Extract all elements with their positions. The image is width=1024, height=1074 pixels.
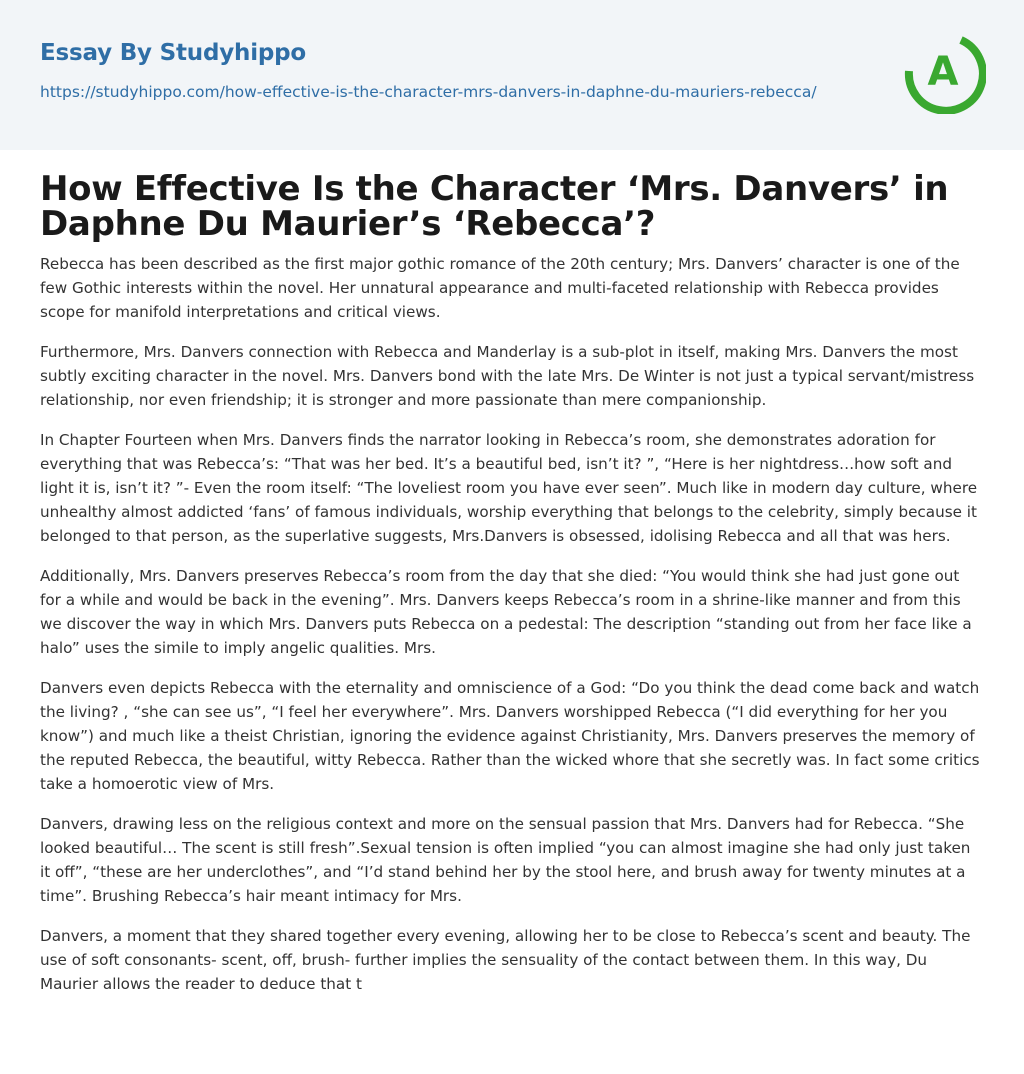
article-paragraph: In Chapter Fourteen when Mrs. Danvers finds the narrator looking in Rebecca’s room, she demonstrates adoration for everything that was Rebecca’s: “That was her bed. It’s a beautiful bed, isn’t it? ”, “Here is her nightdress…how soft and light it is, isn’t it? ”- Even the room itself: “The loveliest room you have ever seen”. Much like in modern day culture, where unhealthy almost addicted ‘fans’ of famous individuals, worship everything that belongs to the celebrity, simply because it belonged to that person, as the superlative suggests, Mrs.Danvers is obsessed, idolising Rebecca and all that was hers. — [40, 431, 978, 545]
article — [0, 150, 1024, 996]
article-paragraph: Additionally, Mrs. Danvers preserves Rebecca’s room from the day that she died: “You would think she had just gone out for a while and would be back in the evening”. Mrs. Danvers keeps Rebecca’s room in a shrine-like manner and from this we discover the way in which Mrs. Danvers puts Rebecca on a pedestal: The description “standing out from her face like a halo” uses the simile to imply angelic qualities. Mrs. — [40, 567, 972, 657]
article-paragraph: Danvers, a moment that they shared together every evening, allowing her to be close to Rebecca’s scent and beauty. The use of soft consonants- scent, off, brush- further implies the sensuality of the contact between them. In this way, Du Maurier allows the reader to deduce that t — [40, 927, 971, 993]
article-paragraph: Furthermore, Mrs. Danvers connection with Rebecca and Manderlay is a sub-plot in itself, making Mrs. Danvers the most subtly exciting character in the novel. Mrs. Danvers bond with the late Mrs. De Winter is not just a typical servant/mistress relationship, nor even friendship; it is stronger and more passionate than mere companionship. — [40, 343, 975, 409]
logo-letter: A — [927, 49, 959, 95]
brand-title[interactable]: Essay By Studyhippo — [40, 40, 307, 66]
article-paragraph: Danvers, drawing less on the religious context and more on the sensual passion that Mrs. Danvers had for Rebecca. “She looked beautiful… The scent is still fresh”.Sexual tension is often implied “you can almost imagine she had only just taken it off”, “these are her underclothes”, and “I’d stand behind her by the stool here, and brush away for twenty minutes at a time”. Brushing Rebecca’s hair meant intimacy for Mrs. — [40, 815, 971, 905]
studyhippo-logo-icon[interactable] — [900, 28, 986, 114]
source-url-link[interactable]: https://studyhippo.com/how-effective-is-the-character-mrs-danvers-in-daphne-du-mauriers-rebecca/ — [40, 83, 817, 101]
article-paragraph: Rebecca has been described as the first major gothic romance of the 20th century; Mrs. Danvers’ character is one of the few Gothic interests within the novel. Her unnatural appearance and multi-faceted relationship with Rebecca provides scope for manifold interpretations and critical views. — [40, 255, 960, 321]
article-paragraph: Danvers even depicts Rebecca with the eternality and omniscience of a God: “Do you think the dead come back and watch the living? , “she can see us”, “I feel her everywhere”. Mrs. Danvers worshipped Rebecca (“I did everything for her you know”) and much like a theist Christian, ignoring the evidence against Christianity, Mrs. Danvers preserves the memory of the reputed Rebecca, the beautiful, witty Rebecca. Rather than the wicked whore that she secretly was. In fact some critics take a homoerotic view of Mrs. — [40, 679, 980, 793]
article-title: How Effective Is the Character ‘Mrs. Danvers’ in Daphne Du Maurier’s ‘Rebecca’? — [40, 169, 949, 244]
site-header — [0, 0, 1024, 150]
